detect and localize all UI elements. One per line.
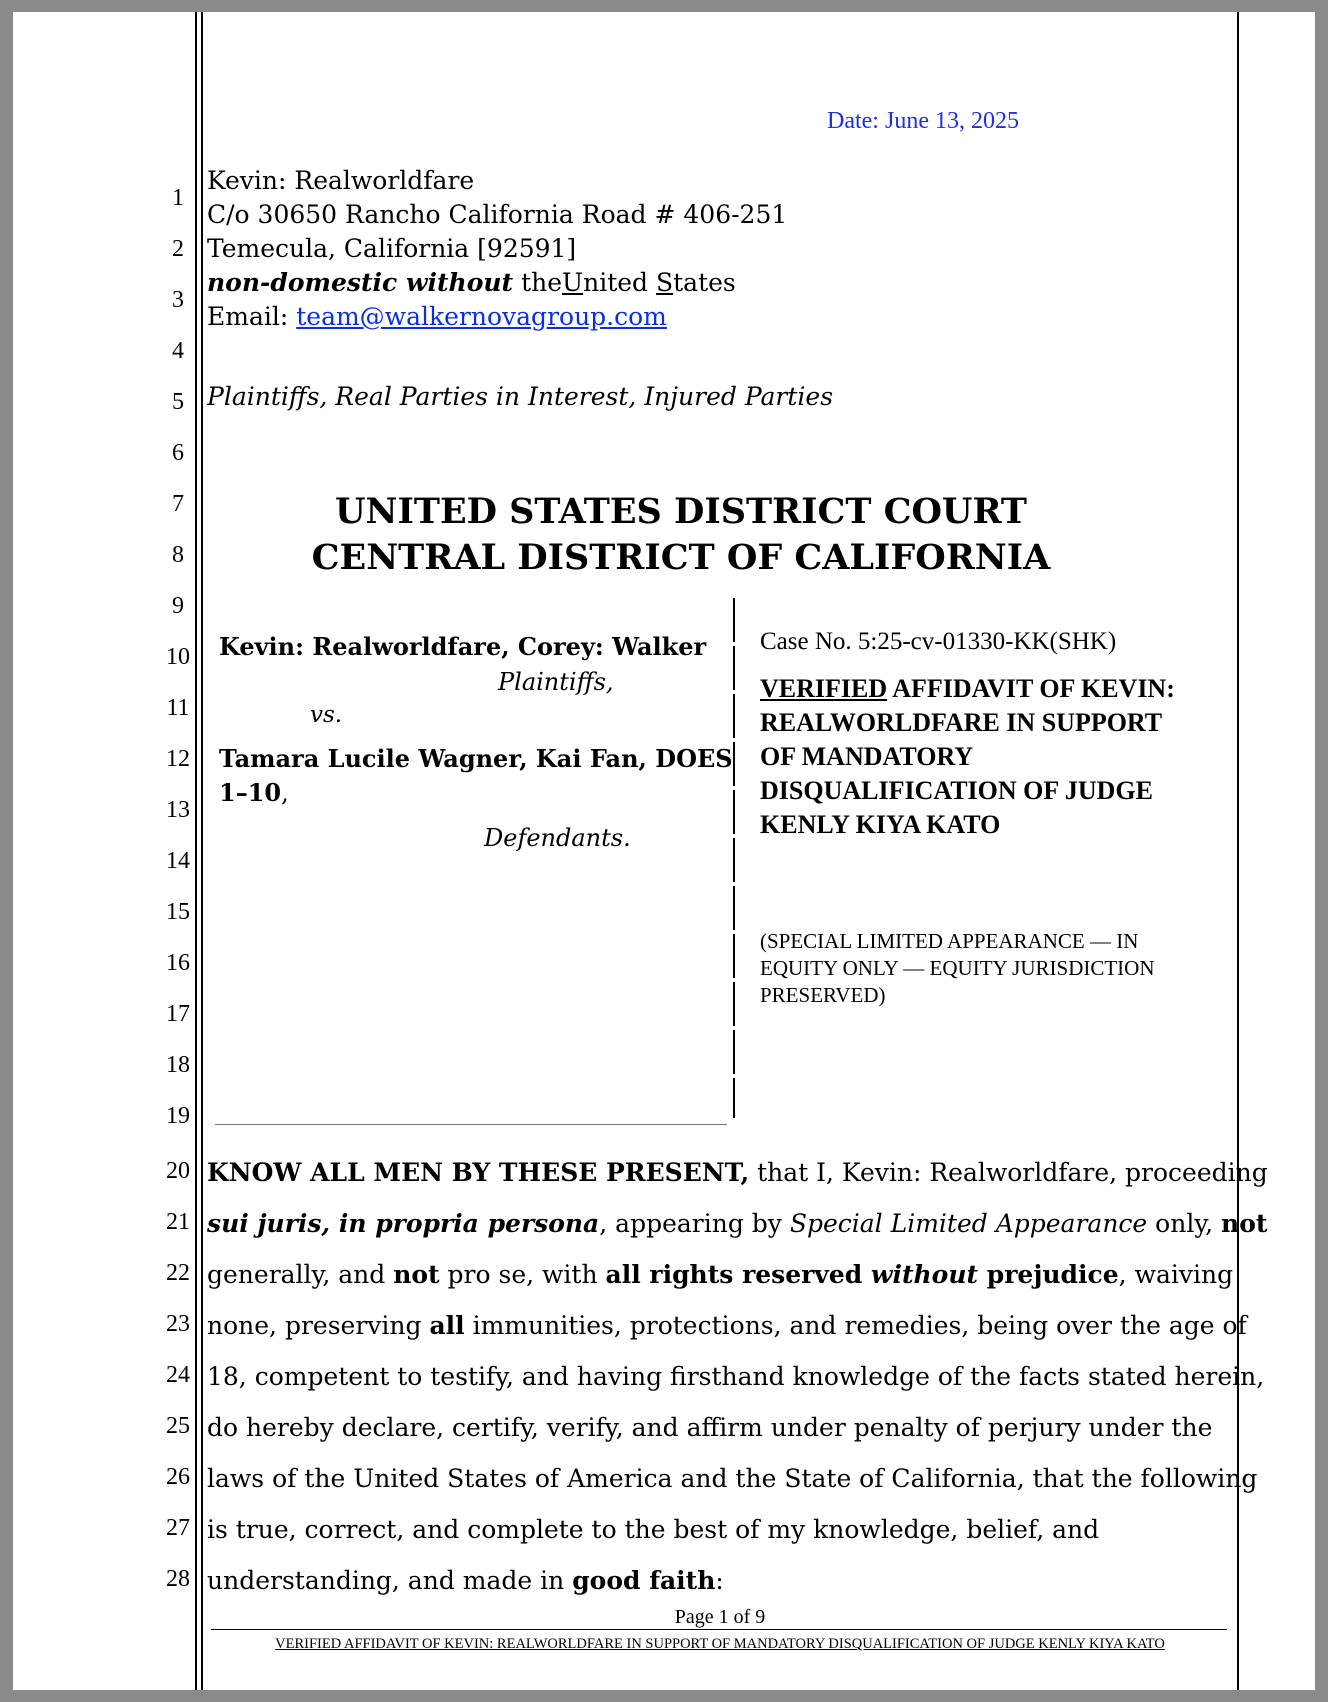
special-line-3: PRESERVED) — [760, 983, 886, 1007]
sui-juris: sui juris, in propria persona — [207, 1209, 600, 1238]
line-number: 9 — [172, 593, 184, 619]
document-page — [13, 12, 1315, 1690]
l22-not: not — [393, 1260, 440, 1289]
defendants-names-1: Tamara Lucile Wagner, Kai Fan, DOES — [219, 744, 733, 773]
title-line-2: REALWORLDFARE IN SUPPORT — [760, 708, 1163, 737]
l22-c: , waiving — [1118, 1260, 1234, 1289]
line-number: 1 — [172, 185, 184, 211]
defendants-comma: , — [281, 779, 289, 807]
line-number: 22 — [166, 1260, 190, 1286]
body-line-25: do hereby declare, certify, verify, and affirm under penalty of perjury under the — [207, 1413, 1213, 1442]
line-number: 16 — [166, 950, 190, 976]
l23-b: immunities, protections, and remedies, being over the age of — [464, 1311, 1247, 1340]
l23-all: all — [429, 1311, 465, 1340]
plaintiffs-label: Plaintiffs, — [498, 668, 614, 696]
divider-segment — [733, 1078, 735, 1118]
l28-b: : — [715, 1566, 724, 1595]
know-all-men: KNOW ALL MEN BY THESE PRESENT, — [207, 1158, 750, 1187]
title-verified: VERIFIED — [760, 674, 888, 703]
line-number: 6 — [172, 440, 184, 466]
status-prefix: non-domestic without — [207, 268, 514, 297]
special-line-1: (SPECIAL LIMITED APPEARANCE — IN — [760, 929, 1139, 953]
divider-segment — [733, 886, 735, 930]
right-margin-rule — [1237, 12, 1239, 1690]
line-number: 27 — [166, 1515, 190, 1541]
caption-bottom-rule — [215, 1124, 727, 1125]
l21-b: only, — [1147, 1209, 1222, 1238]
body-line-24: 18, competent to testify, and having firsthand knowledge of the facts stated herein, — [207, 1362, 1265, 1391]
special-limited-appearance: Special Limited Appearance — [789, 1209, 1148, 1238]
email-link[interactable]: team@walkernovagroup.com — [296, 302, 667, 331]
line-number: 2 — [172, 236, 184, 262]
court-title-line-2: CENTRAL DISTRICT OF CALIFORNIA — [311, 537, 1051, 578]
line-number: 8 — [172, 542, 184, 568]
footer-title: VERIFIED AFFIDAVIT OF KEVIN: REALWORLDFARE IN SUPPORT OF MANDATORY DISQUALIFICATION OF JUDGE KENLY KIYA KATO — [275, 1636, 1165, 1652]
title-line-3: OF MANDATORY — [760, 742, 974, 771]
line-number: 5 — [172, 389, 184, 415]
email-label: Email: — [207, 302, 289, 331]
divider-segment — [733, 1030, 735, 1074]
page-number: Page 1 of 9 — [674, 1606, 766, 1628]
body-line-26: laws of the United States of America and the State of California, that the following — [207, 1464, 1258, 1493]
line-number: 19 — [166, 1103, 190, 1129]
line-number: 15 — [166, 899, 190, 925]
l28-a: understanding, and made in — [207, 1566, 573, 1595]
line-number: 13 — [166, 797, 190, 823]
divider-segment — [733, 982, 735, 1026]
filer-city: Temecula, California [92591] — [207, 234, 577, 263]
filer-email-line — [207, 302, 667, 332]
filer-street: C/o 30650 Rancho California Road # 406-251 — [207, 200, 788, 229]
without: without — [870, 1260, 979, 1289]
line-number: 23 — [166, 1311, 190, 1337]
status-s: S — [656, 268, 674, 297]
title-line-5: KENLY KIYA KATO — [760, 810, 1001, 839]
line-number: 28 — [166, 1566, 190, 1592]
line-number: 24 — [166, 1362, 190, 1388]
line-number: 17 — [166, 1001, 190, 1027]
line-number: 12 — [166, 746, 190, 772]
line-number: 4 — [172, 338, 184, 364]
status-the: the — [521, 268, 563, 297]
defendants-label: Defendants. — [484, 824, 631, 852]
l21-a: , appearing by — [599, 1209, 790, 1238]
good-faith: good faith — [572, 1566, 716, 1595]
document-title — [760, 672, 1175, 842]
all-rights-reserved: all rights reserved — [605, 1260, 871, 1289]
filer-name: Kevin: Realworldfare — [207, 166, 475, 195]
defendants-range: 1–10 — [219, 778, 282, 807]
line-number: 20 — [166, 1158, 190, 1184]
line-number: 26 — [166, 1464, 190, 1490]
filer-status — [207, 268, 736, 298]
divider-segment — [733, 934, 735, 978]
court-title-line-1: UNITED STATES DISTRICT COURT — [335, 491, 1027, 532]
parties-designation: Plaintiffs, Real Parties in Interest, Injured Parties — [207, 382, 834, 411]
line-number: 21 — [166, 1209, 190, 1235]
divider-segment — [733, 742, 735, 786]
divider-segment — [733, 694, 735, 738]
status-nited: nited — [583, 268, 649, 297]
defendants-names-2 — [219, 778, 289, 807]
title-line-4: DISQUALIFICATION OF JUDGE — [760, 776, 1153, 805]
title-line-1-rest: AFFIDAVIT OF KEVIN: — [887, 674, 1175, 703]
versus: vs. — [310, 702, 343, 728]
status-u: U — [562, 268, 584, 297]
body-line-27: is true, correct, and complete to the best of my knowledge, belief, and — [207, 1515, 1100, 1544]
l22-a: generally, and — [207, 1260, 394, 1289]
l20-rest: that I, Kevin: Realworldfare, proceeding — [749, 1158, 1268, 1187]
line-number: 25 — [166, 1413, 190, 1439]
case-number: Case No. 5:25-cv-01330-KK(SHK) — [760, 628, 1117, 655]
plaintiffs-names: Kevin: Realworldfare, Corey: Walker — [219, 632, 707, 661]
line-number: 11 — [166, 695, 190, 721]
special-appearance-note — [760, 928, 1155, 1009]
title-line-1 — [760, 672, 1175, 706]
line-number: 18 — [166, 1052, 190, 1078]
body-line-22 — [207, 1260, 1233, 1290]
divider-segment — [733, 790, 735, 834]
special-line-2: EQUITY ONLY — EQUITY JURISDICTION — [760, 956, 1155, 980]
l21-not: not — [1221, 1209, 1268, 1238]
l22-b: pro se, with — [439, 1260, 606, 1289]
body-line-23 — [207, 1311, 1247, 1341]
body-line-28 — [207, 1566, 724, 1596]
l23-a: none, preserving — [207, 1311, 430, 1340]
document-date: Date: June 13, 2025 — [827, 108, 1019, 134]
body-line-20 — [207, 1158, 1268, 1188]
line-number: 10 — [166, 644, 190, 670]
line-number: 14 — [166, 848, 190, 874]
status-tates: tates — [673, 268, 736, 297]
line-number: 3 — [172, 287, 184, 313]
divider-segment — [733, 598, 735, 642]
prejudice: prejudice — [978, 1260, 1119, 1289]
footer-rule — [211, 1629, 1227, 1630]
body-line-21 — [207, 1209, 1267, 1239]
line-number: 7 — [172, 491, 184, 517]
divider-segment — [733, 646, 735, 690]
divider-segment — [733, 838, 735, 882]
